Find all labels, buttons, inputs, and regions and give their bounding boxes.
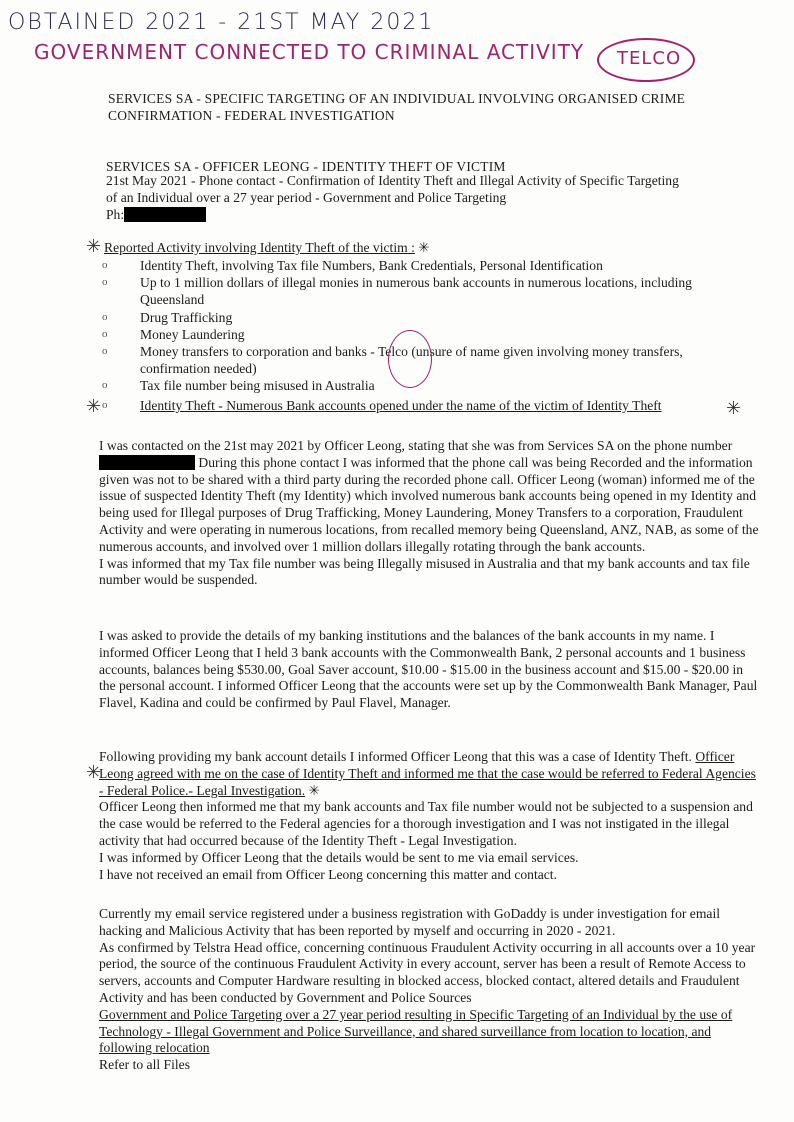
document-subtitle: SERVICES SA - OFFICER LEONG - IDENTITY THEFT OF VICTIM xyxy=(106,159,506,174)
list-item: o Up to 1 million dollars of illegal monies in numerous bank accounts in numerous locations, including Queensland xyxy=(102,275,692,308)
list-item: o Tax file number being misused in Australia xyxy=(102,378,375,394)
circled-note-text: TELCO xyxy=(617,48,682,69)
list-item: o Money Laundering xyxy=(102,326,245,342)
redacted-phone xyxy=(124,207,206,222)
handwritten-note-government: GOVERNMENT CONNECTED TO CRIMINAL ACTIVITY xyxy=(34,40,585,64)
list-item: o Money transfers to corporation and banks - Telco (unsure of name given involving money transfers, confirmation needed) xyxy=(102,344,683,377)
asterisk-mark-icon: ✳ xyxy=(726,398,742,419)
circled-note xyxy=(597,38,695,82)
redacted-phone xyxy=(99,455,195,470)
asterisk-mark-icon: ✳ xyxy=(86,396,102,417)
document-title: SERVICES SA - SPECIFIC TARGETING OF AN INDIVIDUAL INVOLVING ORGANISED CRIME CONFIRMATION - FEDERAL INVESTIGATION xyxy=(108,91,686,123)
handwritten-note-date: OBTAINED 2021 - 21ST MAY 2021 xyxy=(8,10,435,35)
paragraph-contact: I was contacted on the 21st may 2021 by Officer Leong, stating that she was from Services SA on the phone number During this phone contact I was informed that the phone call was being Recorded and the information given was not to be shared with a third party during the recorded phone call. Officer Leong (woman) informed me of the issue of suspected Identity Theft (my Identity) which involved numerous bank accounts being opened in my Identity and being used for Illegal purposes of Drug Trafficking, Money Laundering, Money Transfers to a corporation, Fraudulent Activity and were operating in numerous locations, from recalled memory being Queensland, ANZ, NAB, as some of the numerous accounts, and involved over 1 million dollars illegally rotating through the bank accounts. I was informed that my Tax file number was being Illegally misused in Australia and that my bank accounts and tax file number would be suspended. xyxy=(99,438,759,588)
list-item: o Drug Trafficking xyxy=(102,309,233,325)
asterisk-mark-icon: ✳ xyxy=(86,762,102,783)
asterisk-mark-icon: ✳ xyxy=(86,236,102,257)
paragraph-identity-theft: Following providing my bank account details I informed Officer Leong that this was a case of Identity Theft. Officer Leong agreed with me on the case of Identity Theft and informed me that the case would be referred to Federal Agencies - Federal Police.- Legal Investigation. ✳ Officer Leong then informed me that my bank accounts and Tax file number would not be subjected to a suspension and the case would be referred to the Federal agencies for a thorough investigation and I was not instigated in the illegal activity that had occurred because of the Identity Theft - Legal Investigation. I was informed by Officer Leong that the details would be sent to me via email services. I have not received an email from Officer Leong concerning this matter and contact. xyxy=(99,749,756,882)
reported-activity-heading: Reported Activity involving Identity Theft of the victim : ✳ xyxy=(104,240,430,256)
contact-date-heading: 21st May 2021 - Phone contact - Confirmation of Identity Theft and Illegal Activity of Specific Targeting of an Individual over a 27 year period - Government and Police Targeting Ph: xyxy=(106,173,679,222)
handwritten-circle-mark xyxy=(388,330,432,388)
reported-activity-list xyxy=(100,257,755,414)
paragraph-email-telstra: Currently my email service registered under a business registration with GoDaddy is under investigation for email hacking and Malicious Activity that has been reported by myself and occurring in 2020 - 2021. As confirmed by Telstra Head office, concerning continuous Fraudulent Activity occurring in all accounts over a 10 year period, the source of the continuous Fraudulent Activity in every account, server has been a result of Remote Access to servers, accounts and Computer Hardware resulting in blocked access, blocked contact, altered details and Fraudulent Activity and has been conducted by Government and Police Sources Government and Police Targeting over a 27 year period resulting in Specific Targeting of an Individual by the use of Technology - Illegal Government and Police Surveillance, and shared surveillance from location to location, and following relocation Refer to all Files xyxy=(99,906,756,1073)
paragraph-bank-details: I was asked to provide the details of my banking institutions and the balances of the bank accounts in my name. I informed Officer Leong that I held 3 bank accounts with the Commonwealth Bank, 2 personal accounts and 1 business accounts, balances being $530.00, Goal Saver account, $10.00 - $15.00 in the business account and $15.00 - $20.00 in the personal account. I informed Officer Leong that the accounts were set up by the Commonwealth Bank Manager, Paul Flavel, Kadina and could be confirmed by Paul Flavel, Manager. xyxy=(99,628,758,711)
list-item: o Identity Theft, involving Tax file Numbers, Bank Credentials, Personal Identification xyxy=(102,258,603,273)
list-item: o Identity Theft - Numerous Bank accounts opened under the name of the victim of Identity Theft xyxy=(102,397,662,413)
